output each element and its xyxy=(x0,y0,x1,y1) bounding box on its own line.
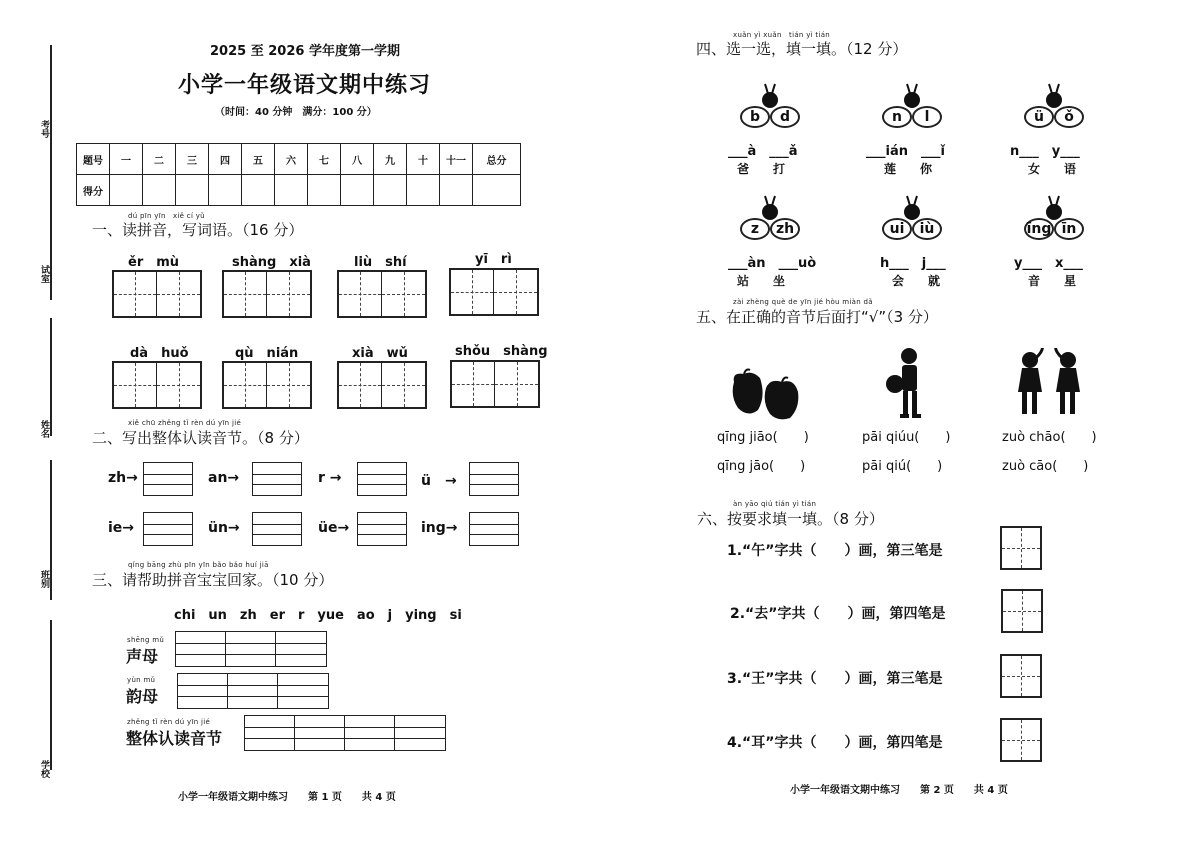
pinyin-bubble: ǒ xyxy=(1054,106,1084,128)
char-row: 站 坐 xyxy=(737,274,786,288)
choice-option[interactable]: zuò chāo( ) xyxy=(1002,430,1097,445)
score-header-cell: 七 xyxy=(308,144,341,175)
score-header-cell: 总分 xyxy=(473,144,521,175)
score-cell[interactable] xyxy=(110,175,143,206)
sec5-pinyin: zài zhèng què de yīn jié hòu miàn dǎ xyxy=(733,298,873,306)
score-table-header-row xyxy=(77,144,521,175)
score-cell[interactable] xyxy=(341,175,374,206)
blank-row[interactable]: h___ j___ xyxy=(880,256,946,271)
blank-row[interactable]: y___ x___ xyxy=(1014,256,1083,271)
pinyin-bubble: ui xyxy=(882,218,912,240)
pinyin-bubble: ü xyxy=(1024,106,1054,128)
initial-label: üe→ xyxy=(318,520,350,536)
score-cell[interactable] xyxy=(440,175,473,206)
ant-group xyxy=(726,194,816,252)
score-cell[interactable] xyxy=(143,175,176,206)
ant-icon xyxy=(901,82,923,110)
char-row: 会 就 xyxy=(892,274,941,288)
stroke-question: 1.“午”字共（ ）画，第三笔是 xyxy=(727,543,943,559)
score-header-cell: 四 xyxy=(209,144,242,175)
ant-group xyxy=(868,194,958,252)
stroke-question: 4.“耳”字共（ ）画，第四笔是 xyxy=(727,735,943,751)
ant-group xyxy=(726,82,816,140)
score-header-cell: 题号 xyxy=(77,144,110,175)
ant-group xyxy=(1010,194,1100,252)
category-label-whole-syllables: 整体认读音节 xyxy=(126,729,223,748)
score-header-cell: 九 xyxy=(374,144,407,175)
score-cell[interactable] xyxy=(176,175,209,206)
word-pinyin: ěr mù xyxy=(128,255,180,270)
four-line-box[interactable] xyxy=(252,462,302,496)
blank-row[interactable]: ___ián ___ǐ xyxy=(866,144,945,159)
ant-group xyxy=(1010,82,1100,140)
sec1-title: 一、读拼音，写词语。（16 分） xyxy=(92,221,304,239)
word-pinyin: shàng xià xyxy=(232,255,311,270)
stroke-question: 2.“去”字共（ ）画，第四笔是 xyxy=(730,606,946,622)
score-header-cell: 八 xyxy=(341,144,374,175)
page-title: 小学一年级语文期中练习 xyxy=(178,73,432,98)
sec4-pinyin: xuǎn yì xuǎn tián yì tián xyxy=(733,31,831,39)
pinyin-bubble: l xyxy=(912,106,942,128)
writing-grid[interactable] xyxy=(112,361,202,409)
initial-label: ie→ xyxy=(108,520,135,536)
binding-line xyxy=(50,45,52,300)
initial-label: zh→ xyxy=(108,470,138,486)
pinyin-bubble: iù xyxy=(912,218,942,240)
footer-left: 小学一年级语文期中练习 第 1 页 共 4 页 xyxy=(178,792,396,803)
initial-label: ing→ xyxy=(421,520,458,536)
margin-label-name: 姓名 xyxy=(39,420,49,438)
ant-group xyxy=(868,82,958,140)
four-line-box[interactable] xyxy=(143,462,193,496)
score-cell[interactable] xyxy=(242,175,275,206)
four-line-box[interactable] xyxy=(357,462,407,496)
pinyin-bubble: zh xyxy=(770,218,800,240)
sort-row-initials[interactable] xyxy=(175,631,327,667)
score-cell[interactable] xyxy=(407,175,440,206)
choice-option[interactable]: qīng jiāo( ) xyxy=(717,430,809,445)
score-header-cell: 二 xyxy=(143,144,176,175)
choice-option[interactable]: pāi qiú( ) xyxy=(862,459,943,474)
score-cell[interactable] xyxy=(374,175,407,206)
initial-label: ün→ xyxy=(208,520,240,536)
margin-label-class: 班别 xyxy=(39,570,49,588)
stroke-answer-box[interactable] xyxy=(1001,589,1043,633)
blank-row[interactable]: n___ y___ xyxy=(1010,144,1080,159)
word-pinyin: dà huǒ xyxy=(130,346,189,361)
four-line-box[interactable] xyxy=(357,512,407,546)
score-header-cell: 六 xyxy=(275,144,308,175)
ant-icon xyxy=(1043,82,1065,110)
margin-label-room: 试室 xyxy=(39,265,49,283)
four-line-box[interactable] xyxy=(143,512,193,546)
choice-option[interactable]: qīng jāo( ) xyxy=(717,459,806,474)
word-pinyin: yī rì xyxy=(475,252,512,267)
writing-grid[interactable] xyxy=(449,268,539,316)
score-cell[interactable] xyxy=(473,175,521,206)
sec5-title: 五、在正确的音节后面打“√”（3 分） xyxy=(696,308,938,326)
score-header-cell: 十 xyxy=(407,144,440,175)
score-header-cell: 十一 xyxy=(440,144,473,175)
initial-label: ü → xyxy=(421,473,457,489)
score-cell[interactable] xyxy=(209,175,242,206)
pinyin-bubble: īn xyxy=(1054,218,1084,240)
term-label: 2025 至 2026 学年度第一学期 xyxy=(210,44,400,59)
pinyin-bubble: d xyxy=(770,106,800,128)
children-exercise-icon xyxy=(1010,348,1090,420)
char-row: 女 语 xyxy=(1028,162,1077,176)
ant-icon xyxy=(759,194,781,222)
blank-row[interactable]: ___àn ___uò xyxy=(728,256,817,271)
sec3-pinyin: qǐng bāng zhù pīn yīn bǎo bǎo huí jiā xyxy=(128,561,269,569)
pinyin-bubble: z xyxy=(740,218,770,240)
word-pinyin: xià wǔ xyxy=(352,346,408,361)
score-header-cell: 三 xyxy=(176,144,209,175)
row-pinyin: zhěng tǐ rèn dú yīn jié xyxy=(127,718,211,726)
score-cell[interactable] xyxy=(308,175,341,206)
word-pinyin: shǒu shàng xyxy=(455,344,548,359)
score-table xyxy=(76,143,521,206)
ant-icon xyxy=(901,194,923,222)
pinyin-bubble: b xyxy=(740,106,770,128)
boy-ball-icon xyxy=(883,346,933,420)
initial-label: r → xyxy=(318,470,342,486)
binding-line xyxy=(50,318,52,436)
writing-grid[interactable] xyxy=(112,270,202,318)
char-row: 爸 打 xyxy=(737,162,786,176)
score-header-cell: 五 xyxy=(242,144,275,175)
choice-option[interactable]: pāi qiúu( ) xyxy=(862,430,951,445)
sec6-title: 六、按要求填一填。（8 分） xyxy=(697,510,884,528)
sort-row-finals[interactable] xyxy=(177,673,329,709)
char-row: 莲 你 xyxy=(884,162,933,176)
sec2-pinyin: xiě chū zhěng tǐ rèn dú yīn jié xyxy=(128,419,242,427)
margin-label-exam-no: 考号 xyxy=(39,120,49,138)
stroke-answer-box[interactable] xyxy=(1000,654,1042,698)
four-line-box[interactable] xyxy=(252,512,302,546)
stroke-answer-box[interactable] xyxy=(1000,718,1042,762)
pepper-icon xyxy=(730,368,802,422)
pinyin-letters: chi un zh er r yue ao j ying si xyxy=(174,608,462,623)
score-table-score-row xyxy=(77,175,521,206)
category-label-initials: 声母 xyxy=(126,647,159,666)
char-row: 音 星 xyxy=(1028,274,1077,288)
writing-grid[interactable] xyxy=(337,270,427,318)
word-pinyin: qù nián xyxy=(235,346,299,361)
score-cell[interactable] xyxy=(275,175,308,206)
score-header-cell: 一 xyxy=(110,144,143,175)
row-pinyin: yùn mǔ xyxy=(127,676,156,684)
pinyin-bubble: n xyxy=(882,106,912,128)
category-label-finals: 韵母 xyxy=(126,687,159,706)
writing-grid[interactable] xyxy=(222,270,312,318)
four-line-box[interactable] xyxy=(469,512,519,546)
blank-row[interactable]: ___à ___ǎ xyxy=(728,144,798,159)
sec4-title: 四、选一选，填一填。（12 分） xyxy=(696,40,908,58)
footer-right: 小学一年级语文期中练习 第 2 页 共 4 页 xyxy=(790,785,1008,796)
pinyin-bubble: īng xyxy=(1024,218,1054,240)
word-pinyin: liù shí xyxy=(354,255,407,270)
choice-option[interactable]: zuò cāo( ) xyxy=(1002,459,1089,474)
writing-grid[interactable] xyxy=(337,361,427,409)
initial-label: an→ xyxy=(208,470,240,486)
margin-label-school: 学校 xyxy=(39,760,49,778)
ant-icon xyxy=(759,82,781,110)
binding-line xyxy=(50,620,52,770)
score-row-label: 得分 xyxy=(77,175,110,206)
writing-grid[interactable] xyxy=(222,361,312,409)
row-pinyin: shēng mǔ xyxy=(127,636,165,644)
stroke-answer-box[interactable] xyxy=(1000,526,1042,570)
ant-icon xyxy=(1043,194,1065,222)
four-line-box[interactable] xyxy=(469,462,519,496)
sec2-title: 二、写出整体认读音节。（8 分） xyxy=(92,429,309,447)
sec3-title: 三、请帮助拼音宝宝回家。（10 分） xyxy=(92,571,334,589)
sec1-pinyin: dú pīn yīn xiě cí yǔ xyxy=(128,212,205,220)
sort-row-whole-syllables[interactable] xyxy=(244,715,446,751)
stroke-question: 3.“王”字共（ ）画，第三笔是 xyxy=(727,671,943,687)
writing-grid[interactable] xyxy=(450,360,540,408)
exam-meta: （时间：40 分钟 满分：100 分） xyxy=(215,107,377,118)
sec6-pinyin: àn yāo qiú tián yì tián xyxy=(733,500,817,508)
